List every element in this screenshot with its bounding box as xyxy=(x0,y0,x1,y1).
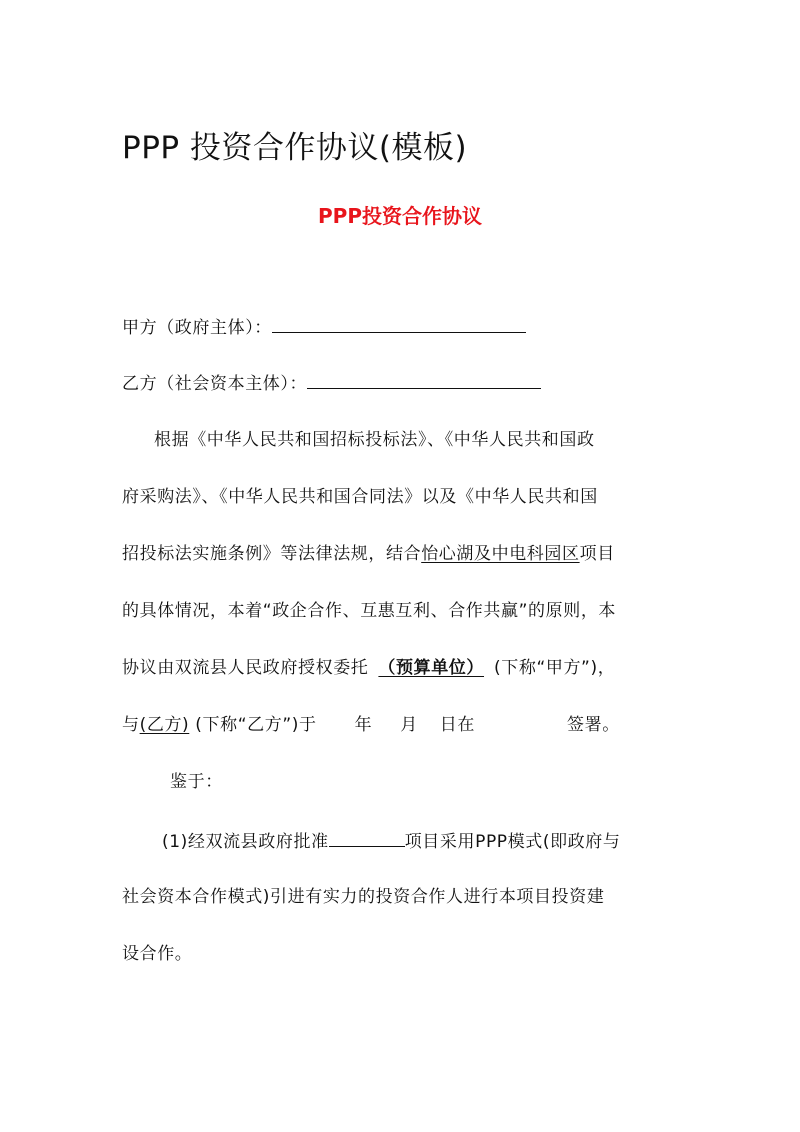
party-a-blank[interactable] xyxy=(272,314,526,333)
paragraph1-line4: 的具体情况，本着“政企合作、互惠互利、合作共赢”的原则，本 xyxy=(122,601,617,621)
item1-line2: 社会资本合作模式)引进有实力的投资合作人进行本项目投资建 xyxy=(122,887,605,907)
party-a-label: 甲方（政府主体）： xyxy=(122,318,272,338)
party-a-line xyxy=(122,314,526,340)
paragraph1-line5 xyxy=(122,656,615,680)
document-heading: PPP投资合作协议 xyxy=(318,204,482,228)
paragraph1-line3-post: 项目 xyxy=(579,544,615,564)
date-year: 年 xyxy=(354,715,373,735)
item1-line3: 设合作。 xyxy=(122,944,193,964)
party-b-placeholder: (乙方) xyxy=(139,715,190,735)
paragraph1-line5-post: (下称“甲方”)， xyxy=(494,658,616,678)
budget-unit: （预算单位） xyxy=(378,658,485,678)
approval-blank[interactable] xyxy=(329,828,405,847)
paragraph1-line6-mid: (下称“乙方”)于 xyxy=(195,715,317,735)
item1-line1-post: 项目采用PPP模式(即政府与 xyxy=(404,832,621,852)
whereas-label: 鉴于： xyxy=(170,772,223,792)
party-b-label: 乙方（社会资本主体）： xyxy=(122,374,308,394)
paragraph1-line3 xyxy=(122,542,615,566)
item1-line1-pre: (1)经双流县政府批准 xyxy=(162,832,329,852)
paragraph1-line3-pre: 招投标法实施条例》等法律法规，结合 xyxy=(122,544,422,564)
page-title: PPP 投资合作协议(模板) xyxy=(122,130,468,166)
project-name: 怡心湖及中电科园区 xyxy=(421,544,580,564)
signing: 签署。 xyxy=(567,715,620,735)
paragraph1-line6 xyxy=(122,713,620,737)
date-day-place: 日在 xyxy=(439,715,475,735)
paragraph1-line1: 根据《中华人民共和国招标投标法》、《中华人民共和国政 xyxy=(154,430,595,450)
party-b-line xyxy=(122,370,541,396)
party-b-blank[interactable] xyxy=(307,370,541,389)
paragraph1-line6-pre: 与 xyxy=(122,715,140,735)
item1-line1 xyxy=(162,828,620,854)
date-month: 月 xyxy=(400,715,418,735)
paragraph1-line2: 府采购法》、《中华人民共和国合同法》以及《中华人民共和国 xyxy=(122,487,598,507)
paragraph1-line5-pre: 协议由双流县人民政府授权委托 xyxy=(122,658,369,678)
